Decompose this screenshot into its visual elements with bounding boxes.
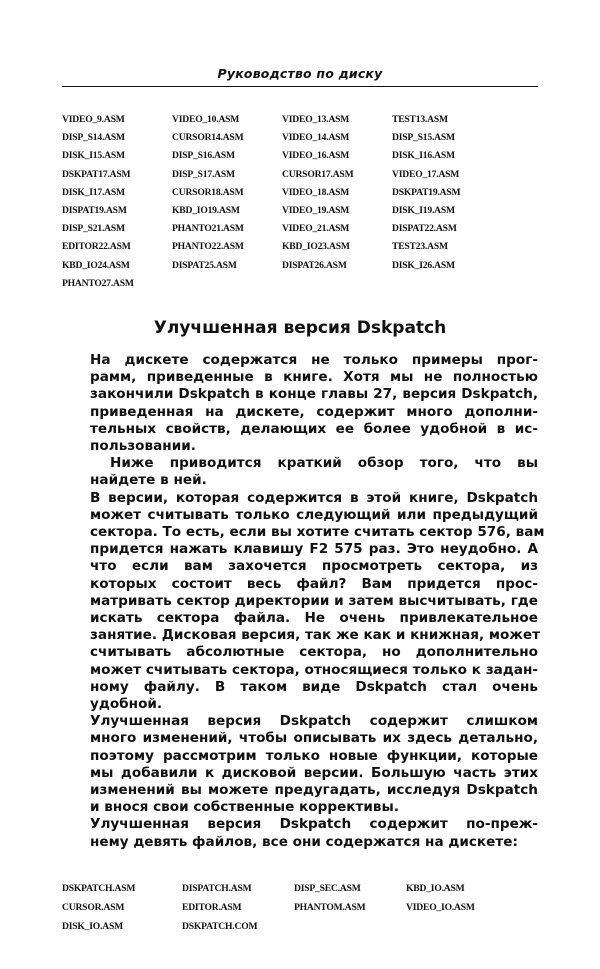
text-line: придется нажать клавишу F2 575 раз. Это неудобно. А	[90, 541, 538, 558]
text-line: На дискете содержатся не только примеры прог-	[90, 352, 538, 368]
bottom-file-item: DSKPATCH.ASM	[62, 883, 136, 894]
file-list-item: VIDEO_13.ASM	[282, 114, 350, 125]
header-rule	[62, 86, 538, 87]
file-list-item: VIDEO_21.ASM	[282, 223, 350, 235]
file-list-item: VIDEO_19.ASM	[282, 205, 350, 217]
file-list-item: KBD_IO23.ASM	[282, 241, 350, 253]
bottom-file-item: EDITOR.ASM	[182, 902, 242, 913]
file-list-item: EDITOR22.ASM	[62, 241, 131, 253]
text-line: что если вам захочется просмотреть сектора, из	[90, 558, 538, 575]
file-list-item: KBD_IO24.ASM	[62, 259, 130, 271]
text-line: поэтому рассмотрим только новые функции, которые	[90, 747, 538, 764]
paragraph	[90, 489, 545, 714]
bottom-file-item: DISP_SEC.ASM	[294, 883, 361, 894]
bottom-file-list-grid	[62, 879, 532, 936]
file-list-item: CURSOR18.ASM	[172, 186, 244, 198]
file-list-item: VIDEO_17.ASM	[392, 168, 460, 180]
file-list-item: DISK_I17.ASM	[62, 186, 125, 198]
text-line: Ниже приводится краткий обзор того, что вы	[110, 455, 538, 472]
bottom-file-item: DISK_IO.ASM	[62, 921, 123, 932]
file-list-item: DISP_S16.ASM	[172, 150, 235, 162]
file-list-item: CURSOR17.ASM	[282, 168, 354, 180]
paragraph	[90, 713, 538, 816]
paragraph	[90, 352, 538, 455]
file-list-item: DISK_I19.ASM	[392, 205, 455, 217]
file-list-item: PHANTO21.ASM	[172, 223, 244, 235]
file-list-item: DISP_S14.ASM	[62, 132, 125, 144]
text-line: удобной.	[90, 696, 163, 713]
file-list-item: DISP_S17.ASM	[172, 168, 235, 180]
bottom-file-item: KBD_IO.ASM	[406, 883, 465, 894]
paragraph	[90, 455, 538, 489]
body-text	[90, 352, 545, 851]
text-line: может считывать сектора, относящиеся только к задан-	[90, 661, 538, 678]
bottom-file-item: CURSOR.ASM	[62, 902, 125, 913]
file-list-item: DISK_I15.ASM	[62, 150, 125, 162]
text-line: считывать абсолютные сектора, но дополнительно	[90, 644, 538, 661]
file-list-item: VIDEO_10.ASM	[172, 114, 240, 125]
text-line: мы добавили к дисковой версии. Большую часть этих	[90, 764, 538, 781]
file-list-item: DSKPAT19.ASM	[392, 186, 461, 198]
bottom-file-item: PHANTOM.ASM	[294, 902, 366, 913]
text-line: может считывать только следующий или предыдущий	[90, 506, 538, 523]
section-title: Улучшенная версия Dskpatch	[153, 318, 447, 338]
text-line: тельных свойств, делающих ее более удобной в ис-	[90, 420, 538, 437]
file-list-item: DISP_S15.ASM	[392, 132, 455, 144]
text-line: изменений вы можете предугадать, исследуя Dskpatch	[90, 782, 538, 799]
file-list-grid	[62, 111, 522, 293]
text-line: занятие. Дисковая версия, так же как и книжная, может	[90, 627, 541, 644]
text-line: закончили Dskpatch в конце главы 27, версия Dskpatch,	[90, 386, 538, 403]
text-line: Улучшенная версия Dskpatch содержит по-преж-	[90, 816, 538, 833]
header-title: Руководство по диску	[217, 66, 383, 81]
bottom-file-item: DSKPATCH.COM	[182, 921, 258, 932]
text-line: приведенная на дискете, содержит много дополни-	[90, 403, 538, 420]
text-line: матривать сектор директории и затем высчитывать, где	[90, 592, 538, 609]
file-list-item: VIDEO_18.ASM	[282, 186, 350, 198]
text-line: сектора. То есть, если вы хотите считать сектор 576, вам	[90, 524, 545, 541]
file-list-item: VIDEO_9.ASM	[62, 114, 125, 125]
text-line: В версии, которая содержится в этой книге, Dskpatch	[90, 489, 538, 506]
file-list-item: DSKPAT17.ASM	[62, 168, 131, 180]
text-line: которых состоит весь файл? Вам придется прос-	[90, 575, 538, 592]
text-line: и внося свои собственные коррективы.	[90, 799, 399, 816]
file-list-item: DISPAT26.ASM	[282, 259, 347, 271]
file-list-item: KBD_IO19.ASM	[172, 205, 240, 217]
file-list-item: DISPAT22.ASM	[392, 223, 457, 235]
text-line: рамм, приведенные в книге. Хотя мы не полностью	[90, 369, 538, 386]
text-line: много изменений, чтобы описывать их здесь детально,	[90, 730, 538, 747]
file-list-item: TEST13.ASM	[392, 114, 448, 125]
file-list-item: VIDEO_14.ASM	[282, 132, 350, 144]
file-list-item: VIDEO_16.ASM	[282, 150, 350, 162]
file-list-item: PHANTO22.ASM	[172, 241, 244, 253]
file-list-item: DISPAT19.ASM	[62, 205, 127, 217]
text-line: пользовании.	[90, 438, 196, 455]
text-line: нему девять файлов, все они содержатся на дискете:	[90, 833, 518, 850]
file-list-item: DISP_S21.ASM	[62, 223, 125, 235]
file-list-item: PHANTO27.ASM	[62, 277, 134, 289]
file-list-item: TEST23.ASM	[392, 241, 448, 253]
text-line: Улучшенная версия Dskpatch содержит слишком	[90, 713, 538, 730]
file-list-item: DISK_I26.ASM	[392, 259, 455, 271]
file-list-item: DISK_I16.ASM	[392, 150, 455, 162]
text-line: искать сектора файла. Не очень привлекательное	[90, 610, 538, 627]
text-line: найдете в ней.	[90, 472, 207, 489]
file-list-item: DISPAT25.ASM	[172, 259, 237, 271]
paragraph	[90, 816, 538, 850]
bottom-file-item: DISPATCH.ASM	[182, 883, 252, 894]
bottom-file-item: VIDEO_IO.ASM	[406, 902, 475, 913]
text-line: ному файлу. В таком виде Dskpatch стал очень	[90, 678, 538, 695]
file-list-item: CURSOR14.ASM	[172, 132, 244, 144]
